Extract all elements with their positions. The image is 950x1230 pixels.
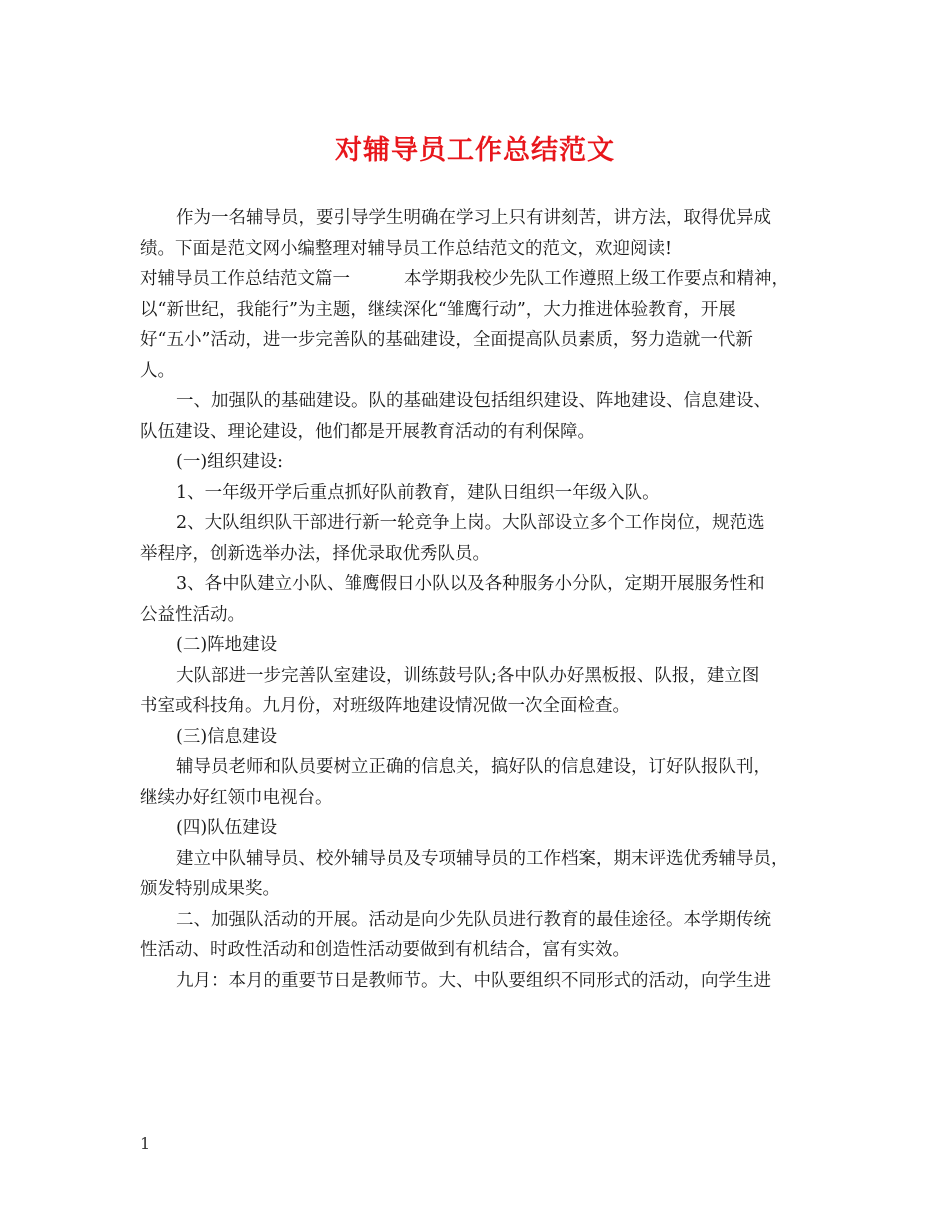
paragraph-line xyxy=(140,630,830,661)
line-text: 人。 xyxy=(140,360,175,381)
line-text: 颁发特别成果奖。 xyxy=(140,879,280,899)
line-text: 队伍建设、理论建设，他们都是开展教育活动的有利保障。 xyxy=(140,421,595,442)
subsection-heading: (三)信息建设 xyxy=(176,726,278,747)
line-text: 大队部进一步完善队室建设，训练鼓号队;各中队办好黑板报、队报，建立图 xyxy=(176,665,760,686)
line-text: 书室或科技角。九月份，对班级阵地建设情况做一次全面检查。 xyxy=(140,696,630,716)
document-title: 对辅导员工作总结范文 xyxy=(335,135,615,166)
line-text: 二、加强队活动的开展。活动是向少先队员进行教育的最佳途径。本学期传统 xyxy=(176,909,771,930)
paragraph-line xyxy=(140,447,830,478)
paragraph-line xyxy=(140,386,830,417)
line-text: 九月：本月的重要节日是教师节。大、中队要组织不同形式的活动，向学生进 xyxy=(176,970,771,991)
paragraph-line xyxy=(140,966,830,997)
line-text: 一、加强队的基础建设。队的基础建设包括组织建设、阵地建设、信息建设、 xyxy=(176,391,771,411)
paragraph-line xyxy=(140,783,830,814)
line-text: 绩。下面是范文网小编整理对辅导员工作总结范文的范文，欢迎阅读! xyxy=(140,238,673,259)
paragraph-line xyxy=(140,661,830,692)
line-text: 3、各中队建立小队、雏鹰假日小队以及各种服务小分队，定期开展服务性和 xyxy=(176,574,765,594)
line-text: 建立中队辅导员、校外辅导员及专项辅导员的工作档案，期末评选优秀辅导员， xyxy=(176,848,789,869)
line-text: 举程序，创新选举办法，择优录取优秀队员。 xyxy=(140,543,490,564)
document-body xyxy=(140,203,830,996)
paragraph-line xyxy=(140,844,830,875)
paragraph-line xyxy=(140,295,830,326)
paragraph-line xyxy=(140,539,830,570)
paragraph-line xyxy=(140,874,830,905)
section-heading: 对辅导员工作总结范文篇一 xyxy=(140,269,350,289)
line-text: 本学期我校少先队工作遵照上级工作要点和精神， xyxy=(404,269,789,289)
line-text: 继续办好红领巾电视台。 xyxy=(140,787,333,808)
paragraph-line xyxy=(140,722,830,753)
paragraph-line xyxy=(140,356,830,387)
paragraph-line xyxy=(140,569,830,600)
paragraph-line xyxy=(140,600,830,631)
subsection-heading: (一)组织建设: xyxy=(176,452,284,472)
line-text: 性活动、时政性活动和创造性活动要做到有机结合，富有实效。 xyxy=(140,940,630,960)
paragraph-line xyxy=(140,508,830,539)
line-text: 好“五小”活动，进一步完善队的基础建设，全面提高队员素质，努力造就一代新 xyxy=(140,330,753,350)
line-text: 以“新世纪，我能行”为主题，继续深化“雏鹰行动”，大力推进体验教育，开展 xyxy=(140,299,736,320)
paragraph-line xyxy=(140,691,830,722)
paragraph-line xyxy=(140,752,830,783)
paragraph-line xyxy=(140,905,830,936)
line-text: 公益性活动。 xyxy=(140,604,245,625)
subsection-heading: (四)队伍建设 xyxy=(176,818,278,838)
paragraph-line xyxy=(140,325,830,356)
line-text: 辅导员老师和队员要树立正确的信息关，搞好队的信息建设，订好队报队刊， xyxy=(176,757,771,777)
line-text: 2、大队组织队干部进行新一轮竞争上岗。大队部设立多个工作岗位，规范选 xyxy=(176,513,765,533)
paragraph-line xyxy=(140,478,830,509)
subsection-heading: (二)阵地建设 xyxy=(176,635,278,655)
paragraph-line xyxy=(140,203,830,234)
line-text: 1、一年级开学后重点抓好队前教育，建队日组织一年级入队。 xyxy=(176,482,660,503)
line-text: 作为一名辅导员，要引导学生明确在学习上只有讲刻苦，讲方法，取得优异成 xyxy=(176,208,771,228)
page-number: 1 xyxy=(140,1134,151,1153)
paragraph-line xyxy=(140,264,830,295)
paragraph-line xyxy=(140,935,830,966)
paragraph-line xyxy=(140,234,830,265)
paragraph-line xyxy=(140,417,830,448)
paragraph-line xyxy=(140,813,830,844)
